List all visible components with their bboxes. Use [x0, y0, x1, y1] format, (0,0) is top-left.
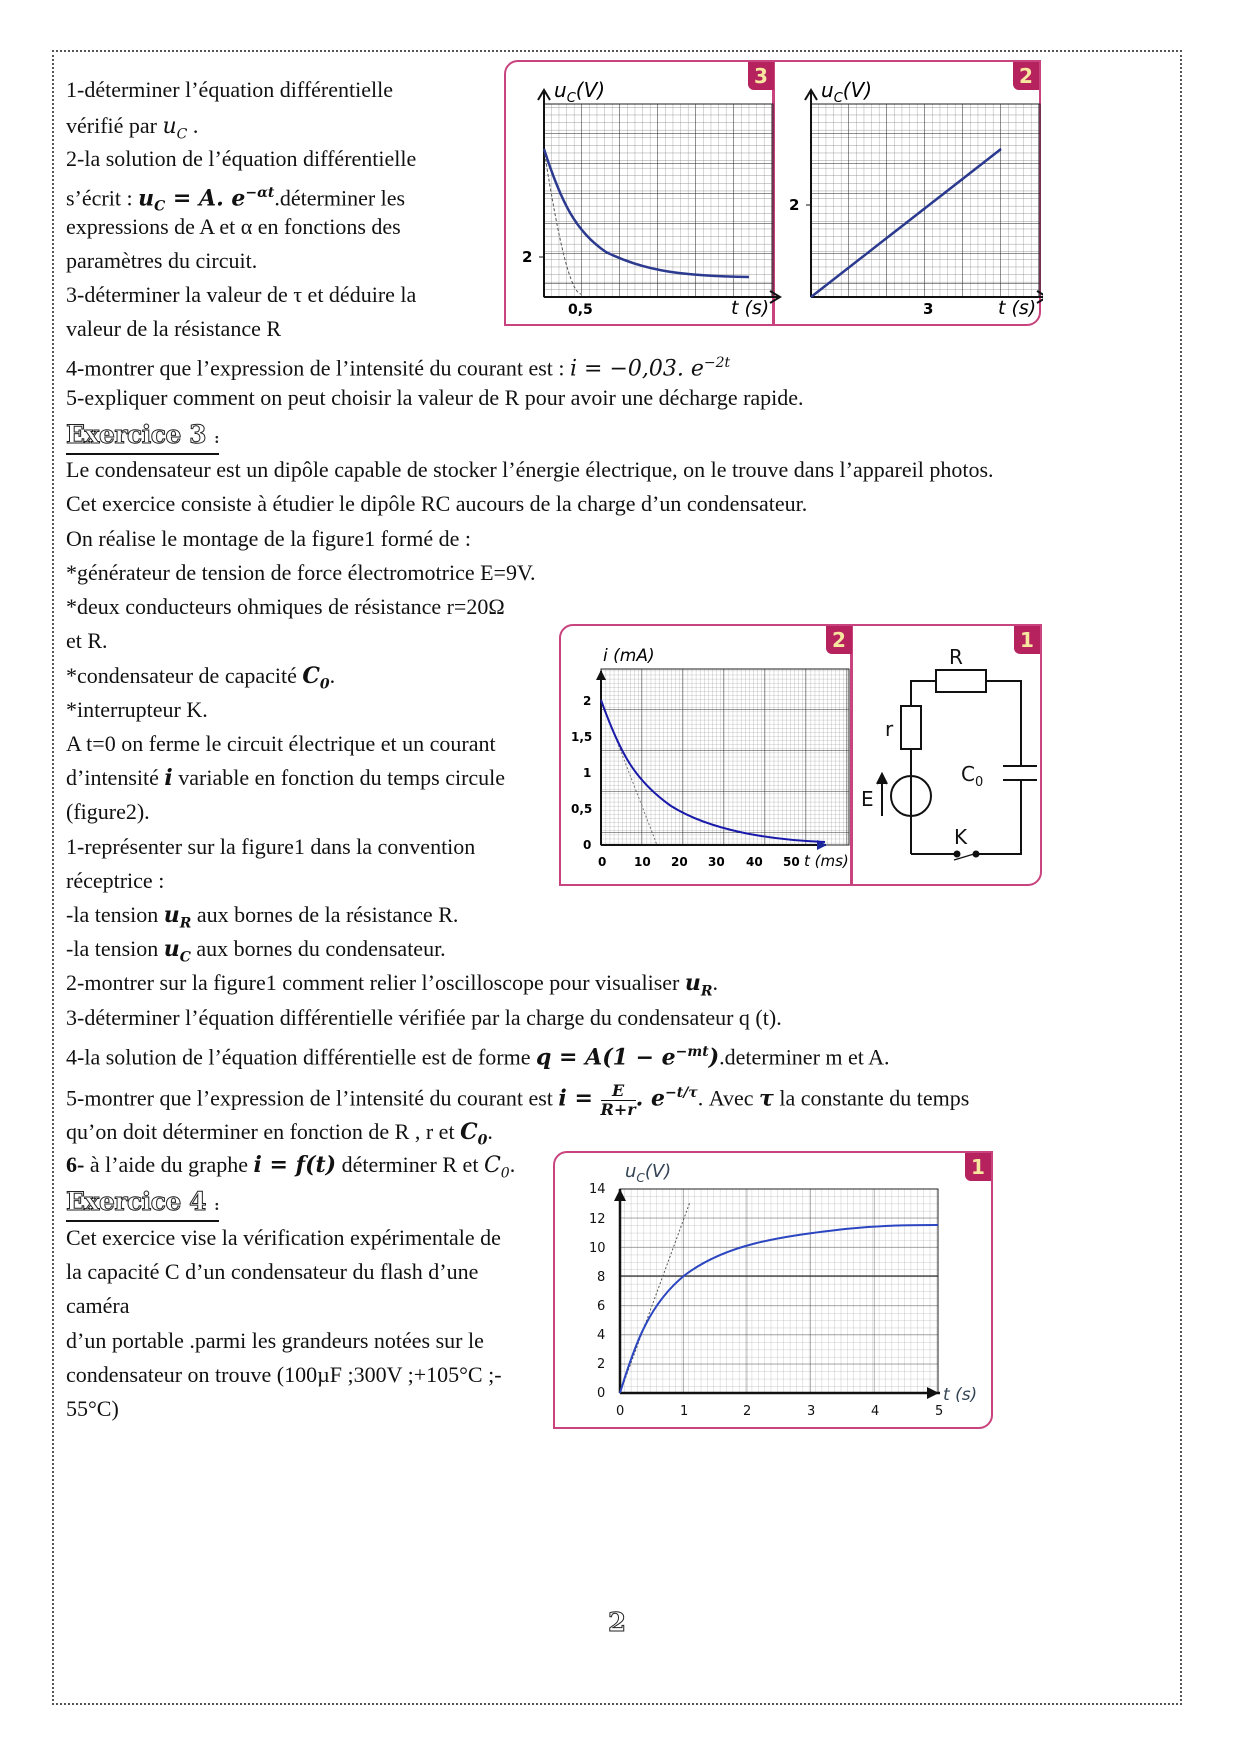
text: qu’on doit déterminer en fonction de R , r et — [66, 1119, 461, 1144]
svg-text:4: 4 — [597, 1328, 606, 1343]
figure-panel-ex4 — [553, 1151, 993, 1429]
math-var: u — [138, 185, 155, 212]
svg-text:8: 8 — [597, 1270, 606, 1285]
math-formula: . e — [635, 1085, 665, 1112]
text: 5-montrer que l’expression de l’intensité du courant est — [66, 1085, 559, 1111]
heading-text: Exercice 4 — [66, 1187, 206, 1216]
text: déterminer R et — [336, 1152, 484, 1177]
ex4-p4: d’un portable .parmi les grandeurs notées sur le — [66, 1328, 484, 1353]
svg-text:2: 2 — [583, 694, 592, 708]
ex2-q2-line4: paramètres du circuit. — [66, 248, 258, 273]
ex2-q1-line1: 1-déterminer l’équation différentielle — [66, 77, 394, 102]
ex2-q3-line2: valeur de la résistance R — [66, 316, 282, 341]
label-E: E — [861, 787, 874, 811]
svg-text:10: 10 — [589, 1241, 606, 1256]
math-var: u — [163, 902, 180, 928]
svg-text:0: 0 — [616, 1404, 625, 1419]
exercise4-heading — [66, 1187, 219, 1222]
ex3-item1: *générateur de tension de force électromotrice E=9V. — [66, 560, 536, 585]
ex3-p3: (figure2). — [66, 799, 150, 824]
math-sub: C — [176, 126, 188, 143]
ex4-p5: condensateur on trouve (100µF ;300V ;+105°C ;- — [66, 1362, 502, 1387]
ex3-item2a: *deux conducteurs ohmiques de résistance r=20Ω — [66, 594, 505, 619]
question-number: 6- — [66, 1152, 85, 1177]
text: aux bornes de la résistance R. — [191, 902, 459, 927]
text: à l’aide du graphe — [84, 1152, 254, 1177]
svg-text:i (mA): i (mA) — [603, 646, 655, 666]
svg-text:14: 14 — [589, 1182, 606, 1197]
exercise3-heading — [66, 420, 219, 455]
math-exp: −t/τ — [665, 1085, 698, 1101]
svg-text:0: 0 — [597, 1386, 606, 1401]
text: -la tension — [66, 936, 164, 961]
svg-text:3: 3 — [807, 1404, 816, 1419]
math-var: C — [302, 663, 320, 689]
svg-text:0,5: 0,5 — [568, 302, 593, 318]
svg-text:1,5: 1,5 — [571, 730, 593, 744]
svg-text:t (s): t (s) — [943, 1385, 978, 1405]
svg-text:3: 3 — [923, 300, 934, 318]
text: 2-montrer sur la figure1 comment relier l’oscilloscope pour visualiser — [66, 970, 685, 995]
text: -la tension — [66, 902, 164, 927]
svg-text:2: 2 — [522, 248, 533, 266]
svg-text:12: 12 — [589, 1212, 606, 1227]
text: d’intensité — [66, 765, 165, 790]
text: vérifié par — [66, 113, 163, 138]
text: . — [329, 663, 336, 688]
ex2-q5: 5-expliquer comment on peut choisir la valeur de R pour avoir une décharge rapide. — [66, 385, 804, 410]
math-var: C — [460, 1119, 478, 1145]
ex2-q2-line1: 2-la solution de l’équation différentielle — [66, 146, 417, 171]
svg-text:0: 0 — [598, 855, 607, 869]
svg-text:30: 30 — [708, 855, 725, 869]
svg-text:t (s): t (s) — [731, 297, 770, 319]
label-K: K — [954, 825, 968, 849]
text: 4-la solution de l’équation différentielle est de forme — [66, 1044, 536, 1070]
math-sub: C — [179, 949, 191, 966]
ex4-p3: caméra — [66, 1293, 130, 1318]
svg-text:50: 50 — [783, 855, 800, 869]
text: .determiner m et A. — [719, 1044, 890, 1070]
ex4-p6: 55°C) — [66, 1396, 119, 1421]
math-var: i — [164, 765, 173, 791]
figure-badge-2: 2 — [826, 626, 852, 654]
figure-panel-ex3 — [559, 624, 1042, 886]
svg-text:t (ms): t (ms) — [804, 852, 849, 870]
text: aux bornes du condensateur. — [190, 936, 446, 961]
math-var: C — [483, 1153, 501, 1178]
svg-text:40: 40 — [746, 855, 763, 869]
text: . Avec — [697, 1085, 760, 1111]
ex3-q6 — [66, 1146, 515, 1192]
svg-text:uC(V): $u_C(V)$ — [625, 1161, 672, 1185]
math-exp: −mt — [675, 1044, 709, 1060]
svg-text:uC(V): $u_C(V)$ — [554, 78, 606, 106]
math-exp: −2t — [703, 355, 731, 371]
math-fraction — [601, 1082, 636, 1119]
text: s’écrit : — [66, 185, 139, 211]
fraction-denominator: R+r — [600, 1099, 636, 1119]
math-sub: 0 — [319, 676, 330, 693]
ex3-intro2: Cet exercice consiste à étudier le dipôle RC aucours de la charge d’un condensateur. — [66, 491, 808, 516]
math-var: u — [162, 114, 177, 139]
svg-text:2: 2 — [597, 1357, 606, 1372]
figure-badge-3: 3 — [748, 62, 774, 90]
ex3-q3: 3-déterminer l’équation différentielle vérifiée par la charge du condensateur q (t). — [66, 1005, 782, 1030]
label-C-sub: 0 — [974, 775, 984, 790]
svg-text:6: 6 — [597, 1299, 606, 1314]
math-formula: i = f(t) — [253, 1152, 337, 1178]
text: 4-montrer que l’expression de l’intensité du courant est : — [66, 355, 571, 381]
ex3-p1: A t=0 on ferme le circuit électrique et un courant — [66, 731, 496, 756]
figure-badge-1: 1 — [965, 1153, 991, 1181]
ex4-p2: la capacité C d’un condensateur du flash d’une — [66, 1259, 479, 1284]
chart-current — [571, 646, 849, 870]
text: . — [712, 970, 719, 995]
ex3-intro3: On réalise le montage de la figure1 formé de : — [66, 526, 472, 551]
text: *condensateur de capacité — [66, 663, 303, 688]
svg-text:uC(V): $u_C(V)$ — [821, 78, 873, 106]
chart-linear — [789, 78, 1043, 319]
label-r: r — [885, 717, 894, 741]
text: variable en fonction du temps circule — [172, 765, 506, 790]
math-var: u — [163, 936, 180, 962]
ex3-q4 — [66, 1033, 890, 1076]
chart-charge — [589, 1161, 977, 1419]
svg-text:20: 20 — [671, 855, 688, 869]
svg-text:0: 0 — [583, 838, 592, 852]
heading-text: Exercice 3 — [66, 420, 206, 449]
chart-discharge — [522, 78, 780, 319]
ex2-q3-line1: 3-déterminer la valeur de τ et déduire la — [66, 282, 417, 307]
math-sub: C — [154, 198, 166, 215]
text: . — [187, 113, 199, 138]
svg-text:4: 4 — [871, 1404, 880, 1419]
ex3-intro1: Le condensateur est un dipôle capable de stocker l’énergie électrique, on le trouve dans l’appareil photos. — [66, 457, 994, 482]
text: la constante du temps — [773, 1085, 970, 1111]
math-formula: = A. e — [165, 185, 246, 212]
label-C0 — [961, 762, 983, 790]
chart-charge-svg — [555, 1153, 995, 1431]
figure-panel-top — [504, 60, 1041, 326]
svg-text:t (s): t (s) — [998, 297, 1037, 319]
svg-text:1: 1 — [583, 766, 592, 780]
label-C: C — [961, 762, 975, 786]
ex3-q1a: 1-représenter sur la figure1 dans la convention — [66, 834, 476, 859]
math-sub: 0 — [500, 1165, 510, 1182]
text: .déterminer les — [274, 185, 406, 211]
text: . — [487, 1119, 493, 1144]
heading-colon: : — [214, 1198, 219, 1214]
ex3-item4: *interrupteur K. — [66, 697, 208, 722]
top-charts-svg — [506, 62, 1043, 328]
label-R: R — [949, 645, 963, 669]
svg-text:5: 5 — [935, 1404, 944, 1419]
page-number: 2 — [608, 1608, 627, 1638]
math-sub: 0 — [477, 1132, 488, 1149]
fraction-numerator: E — [601, 1082, 636, 1101]
ex3-p2 — [66, 759, 505, 797]
math-close: ) — [708, 1044, 720, 1071]
math-sub: R — [700, 983, 713, 1000]
ex3-item2b: et R. — [66, 628, 108, 653]
svg-text:0,5: 0,5 — [571, 802, 593, 816]
math-var: u — [684, 970, 701, 996]
ex3-q1b: réceptrice : — [66, 868, 165, 893]
math-formula: i = — [558, 1085, 601, 1112]
figure-badge-2: 2 — [1013, 62, 1039, 90]
ex3-figures-svg — [561, 626, 1044, 888]
ex4-p1: Cet exercice vise la vérification expérimentale de — [66, 1225, 501, 1250]
heading-colon: : — [214, 431, 219, 447]
svg-text:2: 2 — [789, 196, 800, 214]
math-formula: q = A(1 − e — [536, 1044, 676, 1071]
svg-text:10: 10 — [634, 855, 651, 869]
math-exp: −αt — [245, 185, 275, 201]
math-formula: i = −0,03. e — [570, 356, 704, 382]
svg-text:2: 2 — [743, 1404, 752, 1419]
text: . — [509, 1152, 516, 1177]
svg-text:1: 1 — [680, 1404, 689, 1419]
figure-badge-1: 1 — [1014, 626, 1040, 654]
ex2-q2-line3: expressions de A et α en fonctions des — [66, 214, 401, 239]
math-sub: R — [179, 915, 192, 932]
math-var: τ — [759, 1085, 774, 1112]
